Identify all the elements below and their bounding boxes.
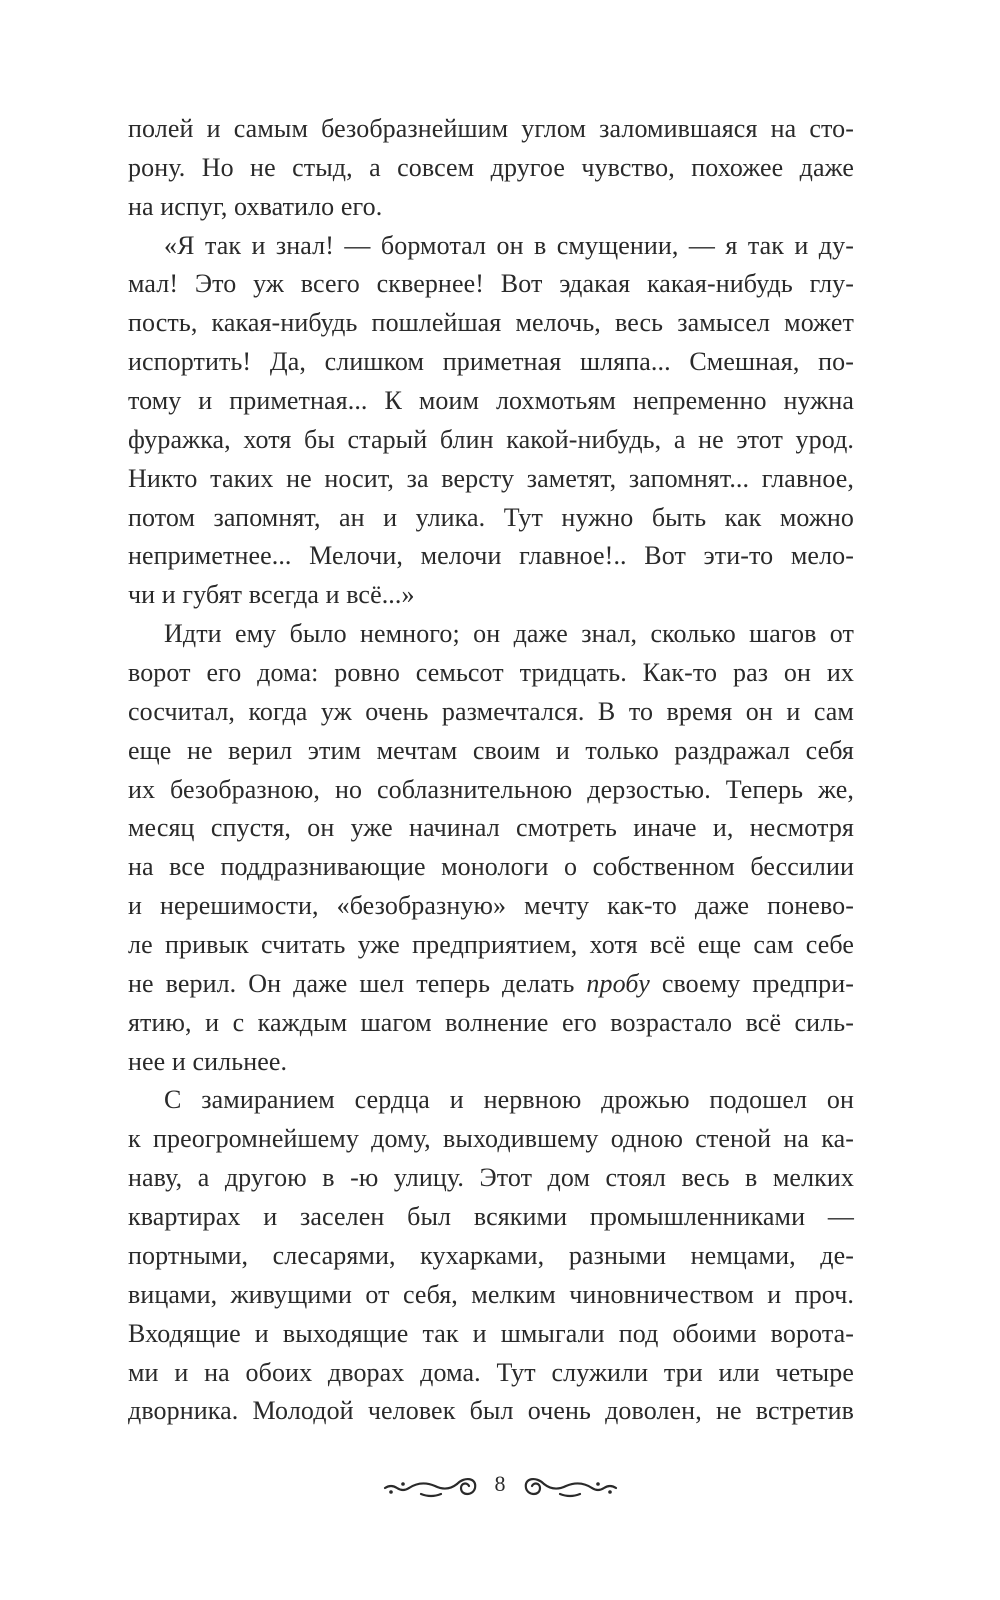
text-line: ворот его дома: ровно семьсот тридцать. Как-то раз он их — [128, 658, 854, 688]
text-line: и нерешимости, «безобразную» мечту как-то даже понево- — [128, 891, 854, 921]
text-line: «Я так и знал! — бормотал он в смущении, — я так и ду- — [164, 230, 854, 260]
text-line: мал! Это уж всего сквернее! Вот эдакая какая-нибудь глу- — [128, 269, 854, 299]
text-line: сосчитал, когда уж очень размечтался. В то время он и сам — [128, 696, 854, 726]
page-number: 8 — [494, 1471, 506, 1496]
text-line: ле привык считать уже предприятием, хотя всё еще сам себе — [128, 930, 854, 960]
text-line: полей и самым безобразнейшим углом заломившаяся на сто- — [128, 114, 854, 143]
text-fragment: своему предпри- — [649, 968, 854, 998]
text-line: наву, а другою в -ю улицу. Этот дом стоял весь в мелких — [128, 1163, 854, 1193]
text-line: пость, какая-нибудь пошлейшая мелочь, весь замысел может — [128, 308, 854, 338]
text-line: фуражка, хотя бы старый блин какой-нибудь, а не этот урод. — [128, 424, 854, 454]
text-line: чи и губят всегда и всё...» — [128, 580, 415, 610]
text-line: вицами, живущими от себя, мелким чиновничеством и проч. — [128, 1279, 854, 1309]
text-line: С замиранием сердца и нервною дрожью подошел он — [164, 1085, 854, 1115]
left-flourish-icon — [381, 1464, 481, 1504]
text-fragment: не верил. Он даже шел теперь делать — [128, 968, 587, 998]
body-text — [128, 110, 854, 1431]
text-line: их безобразною, но соблазнительною дерзостью. Теперь же, — [128, 774, 854, 804]
text-line: рону. Но не стыд, а совсем другое чувство, похожее даже — [128, 152, 854, 182]
text-line: тому и приметная... К моим лохмотьям непременно нужна — [128, 386, 854, 416]
text-line: дворника. Молодой человек был очень доволен, не встретив — [128, 1396, 854, 1426]
text-line: на испуг, охватило его. — [128, 191, 383, 221]
text-line: портными, слесарями, кухарками, разными немцами, де- — [128, 1240, 854, 1270]
text-line: Никто таких не носит, за версту заметят, запомнят... главное, — [128, 463, 854, 493]
text-line: еще не верил этим мечтам своим и только раздражал себя — [128, 735, 854, 765]
text-line: Идти ему было немного; он даже знал, сколько шагов от — [164, 619, 854, 649]
text-line: ми и на обоих дворах дома. Тут служили три или четыре — [128, 1357, 854, 1387]
page-footer — [0, 1462, 1000, 1506]
text-line: Входящие и выходящие так и шмыгали под обоими ворота- — [128, 1318, 854, 1348]
text-line: к преогромнейшему дому, выходившему одною стеной на ка- — [128, 1124, 854, 1154]
text-line: ятию, и с каждым шагом волнение его возрастало всё силь- — [128, 1007, 854, 1037]
text-line-with-emphasis — [128, 965, 854, 1004]
text-line: нее и сильнее. — [128, 1046, 288, 1076]
text-line: квартирах и заселен был всякими промышленниками — — [128, 1202, 854, 1232]
text-line: потом запомнят, ан и улика. Тут нужно быть как можно — [128, 502, 854, 532]
right-flourish-icon — [520, 1464, 620, 1504]
text-line: неприметнее... Мелочи, мелочи главное!.. Вот эти-то мело- — [128, 541, 854, 571]
text-line: испортить! Да, слишком приметная шляпа... Смешная, по- — [128, 347, 854, 377]
text-line: на все поддразнивающие монологи о собственном бессилии — [128, 852, 854, 882]
emphasized-word: пробу — [586, 968, 650, 998]
text-line: месяц спустя, он уже начинал смотреть иначе и, несмотря — [128, 813, 854, 843]
